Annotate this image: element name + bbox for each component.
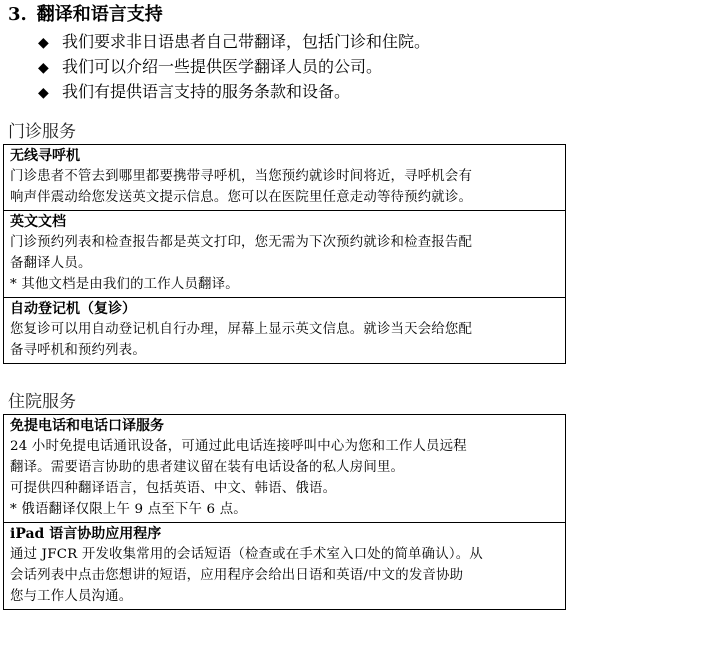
service-text-line: 通过 JFCR 开发收集常用的会话短语（检查或在手术室入口处的简单确认）。从 [10, 547, 483, 562]
service-text-line: 可提供四种翻译语言，包括英语、中文、韩语、俄语。 [10, 481, 337, 496]
bullet-list [38, 29, 430, 104]
service-text-line: 门诊预约列表和检查报告都是英文打印，您无需为下次预约就诊和检查报告配 [10, 235, 473, 250]
service-text-line: 翻译。需要语言协助的患者建议留在装有电话设备的私人房间里。 [10, 460, 405, 475]
bullet-item [38, 79, 430, 104]
service-cell-english-documents [4, 211, 565, 298]
section-title: 翻译和语言支持 [36, 4, 163, 25]
service-text-line: 备翻译人员。 [10, 256, 92, 271]
service-cell-phone-interpretation [4, 415, 565, 523]
service-title: 英文文档 [10, 214, 66, 230]
section-heading [8, 2, 163, 28]
bullet-text: 我们有提供语言支持的服务条款和设备。 [62, 82, 351, 101]
service-text-line: 门诊患者不管去到哪里都要携带寻呼机，当您预约就诊时间将近，寻呼机会有 [10, 169, 473, 184]
service-cell-kiosk [4, 298, 565, 364]
service-text-line: 会话列表中点击您想讲的短语，应用程序会给出日语和英语/中文的发音协助 [10, 568, 464, 583]
service-text-line: 备寻呼机和预约列表。 [10, 343, 146, 358]
diamond-bullet-icon: ◆ [38, 35, 49, 51]
section-number: 3. [8, 4, 27, 25]
service-note-line: * 其他文档是由我们的工作人员翻译。 [10, 277, 239, 292]
diamond-bullet-icon: ◆ [38, 85, 49, 101]
service-note-line: * 俄语翻译仅限上午 9 点至下午 6 点。 [10, 502, 247, 517]
service-cell-pager [4, 145, 565, 211]
outpatient-table [3, 144, 566, 364]
service-text-line: 24 小时免提电话通讯设备，可通过此电话连接呼叫中心为您和工作人员远程 [10, 439, 467, 454]
service-cell-ipad-app [4, 523, 565, 610]
diamond-bullet-icon: ◆ [38, 60, 49, 76]
bullet-text: 我们要求非日语患者自己带翻译，包括门诊和住院。 [62, 32, 431, 51]
bullet-item [38, 29, 430, 54]
bullet-item [38, 54, 430, 79]
inpatient-table [3, 414, 566, 610]
service-text-line: 您与工作人员沟通。 [10, 589, 133, 604]
outpatient-heading: 门诊服务 [8, 122, 76, 142]
service-title: 自动登记机（复诊） [10, 301, 136, 317]
service-text-line: 响声伴震动给您发送英文提示信息。您可以在医院里任意走动等待预约就诊。 [10, 190, 473, 205]
service-title: 无线寻呼机 [10, 148, 80, 164]
service-text-line: 您复诊可以用自动登记机自行办理，屏幕上显示英文信息。就诊当天会给您配 [10, 322, 473, 337]
inpatient-heading: 住院服务 [8, 392, 76, 412]
service-title: iPad 语言协助应用程序 [10, 526, 162, 542]
service-title: 免提电话和电话口译服务 [10, 418, 164, 434]
bullet-text: 我们可以介绍一些提供医学翻译人员的公司。 [62, 57, 383, 76]
